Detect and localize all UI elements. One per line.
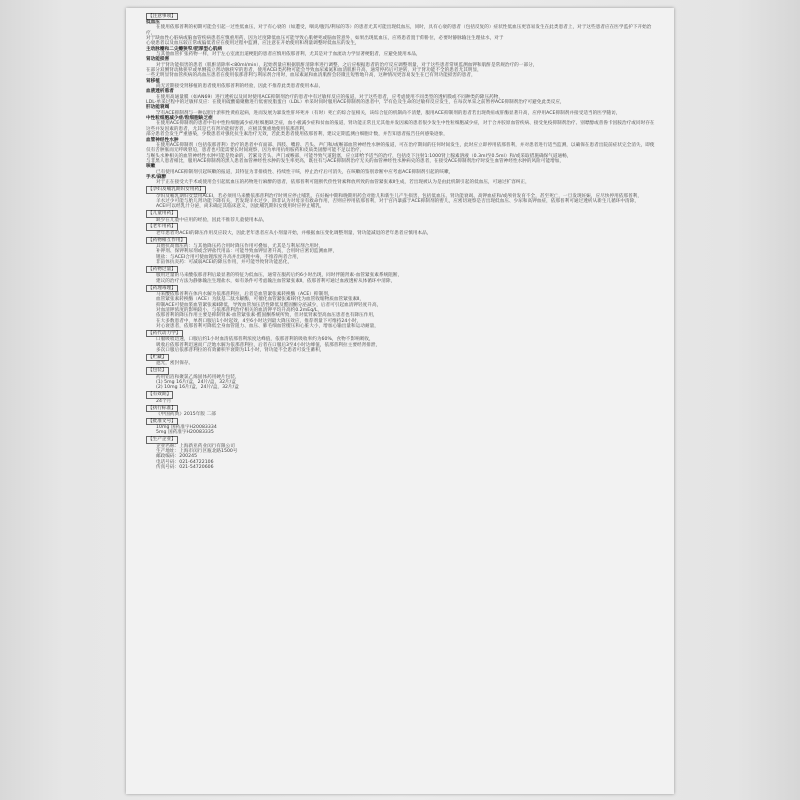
paragraph-line: 罕有ACE抑制剂与一种以胆汁淤积性黄疸起病，进而发展为暴发性肝坏死并（有时）死亡的综合征相关，该综合征的机制尚不清楚，服用ACE抑制剂的患者若出现黄疸或肝酶显著升高，应停用ACE抑制剂并接受适当的医学随访， <box>156 110 621 116</box>
paragraph-line: 缺少在儿童中应用的经验，因此不推荐儿童使用本品， <box>156 217 268 223</box>
package-insert-sheet <box>126 8 674 794</box>
section-heading-interactions-row <box>146 236 658 244</box>
paragraph-line: 《中国药典》2015年版 二部 <box>156 411 216 417</box>
section-heading-pharmacology-row <box>146 284 658 292</box>
manufacturer-line: 企业名称：上海新亚药业闵行有限公司 <box>156 443 235 449</box>
section-heading-pharmacology: 【药理毒理】 <box>148 285 176 291</box>
section-heading-pediatric: 【儿童用药】 <box>148 211 176 217</box>
paragraph-line: 与喉头水肿相关的血管神经性水肿可能是致命的，若累及舌头、声门或喉部，可能导致气道阻塞，应立即给予适当的治疗，包括皮下注射1:1000肾上腺素溶液（0.3ml至0.5ml）和/或采取措施确保气道通畅， <box>146 153 572 159</box>
subheading: 肾功能损害 <box>146 57 170 63</box>
section-heading-pregnancy-row <box>146 186 658 194</box>
paragraph-line: 与非黑人患者相比，服用ACE抑制剂的黑人患者血管神经性水肿的发生率更高，既往有与ACE抑制剂治疗无关的血管神经性水肿病史的患者，在接受ACE抑制剂治疗时发生血管神经性水肿的风险可能增加， <box>146 158 565 164</box>
subheading: 血液透析患者 <box>146 89 174 95</box>
paragraph-line: 多次口服后依那普利拉的有效蓄积半衰期为11小时，肾功能不全患者可发生蓄积， <box>156 348 325 354</box>
paragraph-line: 尚无近期接受肾移植的患者使用依那普利的经验，因此不推荐此类患者使用本品， <box>156 84 324 90</box>
section-heading-precautions: 【注意事项】 <box>148 13 176 19</box>
manufacturer-line: 邮政编码：200245 <box>156 454 198 460</box>
subheading: 肝功能衰竭 <box>146 105 170 111</box>
paragraph-line: 对于肾功能损害的患者（肌酐清除率<80ml/min），起始剂量应根据肌酐清除率进行调整，之后应根据患者的治疗反应调整剂量，对于这些患者常规监测血钾和肌酐是常规治疗的一部分， <box>156 62 538 68</box>
paragraph-line: 遮光，密封保存。 <box>156 361 194 367</box>
paragraph-line: 在部分双侧肾动脉狭窄或单侧孤立肾动脉狭窄的患者，使用ACEI类药物可能会导致血尿素氮和血清肌酐升高，通常停药后可逆转，对于肾功能不全的患者尤其明显， <box>146 68 482 74</box>
manufacturer-line: 传真号码：021-54720606 <box>156 465 214 471</box>
paragraph-line: LDL-单采过程中的过敏样反应：在使用硫酸葡聚糖进行低密度脂蛋白（LDL）单采时同时服用ACE抑制剂的患者中，罕有危及生命的过敏样反应发生，在每次单采之前暂停ACE抑制剂治疗可避免此类反应， <box>146 100 565 106</box>
paragraph-line: 孕妇及哺乳期妇女禁用ACEI，若必须用马来酸依那普利治疗时则应停止哺乳，在妊娠中期和晚期用药会对胎儿和新生儿产生损害，包括低血压、肾功能衰竭、高钾血症和/或颅骨发育不全，甚至死亡，一旦发现妊娠，应尽快停用依那普利， <box>156 193 642 199</box>
paragraph-line: 补钾剂、保钾利尿剂或含钾盐代用品：可能导致血钾显著升高，合用时应密切监测血钾， <box>156 249 338 255</box>
section-heading-overdose: 【药物过量】 <box>148 267 176 273</box>
section-heading-package: 【包装】 <box>148 368 167 374</box>
paragraph-line: 在大多数患者中，单剂口服后1小时起效，4至6小时达到最大降压效应，推荐剂量下可维持24小时， <box>156 318 362 324</box>
section-heading-package-row <box>146 367 658 375</box>
section-heading-shelf-life-row <box>146 391 658 399</box>
paragraph-line: 建议的治疗方法为静脉输注生理盐水，如有条件可考虑输注血管紧张素Ⅱ，依那普利可通过血液透析从体循环中清除， <box>156 278 396 284</box>
paragraph-line: 依那普利的降压作用主要是抑制肾素-血管紧张素-醛固酮系统所致，但对低肾素型高血压患者也有降压作用， <box>156 313 378 319</box>
manufacturer-line: 生产地址：上海市闵行区瓶北路1500号 <box>156 449 238 455</box>
subheading: 手术/麻醉 <box>146 174 167 180</box>
paragraph-line: 锂盐：与ACEI合用可使血锂浓度升高并出现锂中毒，不推荐两者合用， <box>156 254 302 260</box>
paragraph-line: 对血清钾浓度的影响较小，与依那普利治疗相关的血清钾平均升高约0.2mEq/L， <box>156 308 323 314</box>
section-heading-storage-row <box>146 353 658 361</box>
approval-line: 5mg 国药准字H20083335 <box>156 430 214 436</box>
subheading: 中性粒细胞减少症/粒细胞缺乏症 <box>146 116 213 122</box>
paragraph-line: 对于正在接受大手术或使用会引起低血压的药物进行麻醉的患者，依那普利可阻断代偿性肾素释放所致的血管紧张素Ⅱ生成，若出现被认为是由此机制引起的低血压，可通过扩容纠正， <box>156 180 530 186</box>
section-heading-standard-row <box>146 404 658 412</box>
section-heading-storage: 【贮藏】 <box>148 354 167 360</box>
paragraph-line: 已有使用ACE抑制剂引起咳嗽的报道，其特征为非排痰性、持续性干咳，停止治疗后可消失，在咳嗽的鉴别诊断中应考虑ACE抑制剂引起的咳嗽， <box>156 169 454 175</box>
approval-line: 10mg 国药准字H20083334 <box>156 425 217 431</box>
subheading: 低血压 <box>146 19 160 25</box>
paragraph-line: 对心衰患者，依那普利可降低全身血管阻力、血压、肺毛细血管楔压和心脏大小，增加心输出量和运动耐量， <box>156 324 379 330</box>
paragraph-line: 服用过量的马来酸依那普利后最显著的特征为低血压，通常在服药后约6小时出现，同时伴随肾素-血管紧张素系统阻断， <box>156 273 403 279</box>
section-heading-standard: 【执行标准】 <box>148 405 176 411</box>
subheading: 咳嗽 <box>146 164 156 170</box>
section-heading-approval-row <box>146 417 658 425</box>
section-heading-geriatric: 【老年用药】 <box>148 224 176 230</box>
paragraph-line: 24个月 <box>156 398 172 404</box>
section-heading-geriatric-row <box>146 223 658 231</box>
paragraph-line: ACEI可以经乳汁分泌，尚未确定其临床意义，因此哺乳期妇女使用时应停止哺乳， <box>156 204 325 210</box>
paragraph-line: 心衰患者以及血压较正常或偏低者应在使用过程中监测，应注意在开始使用和剂量调整时低血压的发生， <box>146 41 360 47</box>
package-line: (2) 10mg 16片/盒，24片/盒，32片/盒 <box>156 385 239 391</box>
paragraph-line: 马来酸依那普利在体内水解为依那普利拉，后者是血管紧张素转换酶（ACE）抑制剂， <box>156 292 333 297</box>
paragraph-line: 口服吸收迅速，口服后约1小时血清依那普利浓度达峰值，依那普利的吸收率约为60%，食物不影响吸收， <box>156 337 374 343</box>
paragraph-line: 其他抗高血压药：与其他降压药合用时降压作用可叠加，尤其是与利尿剂合用时， <box>156 244 324 250</box>
paragraph-line: 抑制ACE可使血浆血管紧张素Ⅱ降低，导致血管加压活性降低及醛固酮分泌减少，后者可引起血清钾轻度升高， <box>156 302 382 308</box>
paragraph-line: 非甾体抗炎药：可减弱ACEI的降压作用，并可能导致肾功能恶化， <box>156 260 293 266</box>
paragraph-line: 与其他血管扩张药物一样，对于左心室流出道梗阻的患者应慎用依那普利，尤其是对于血流动力学显著梗阻者，应避免使用本品， <box>156 52 421 57</box>
paragraph-line: 血管紧张素转换酶（ACE）为肽基二肽水解酶，可催化血管紧张素Ⅰ转化为血管收缩物质血管紧张素Ⅱ， <box>156 297 365 303</box>
section-heading-approval: 【批准文号】 <box>148 418 176 424</box>
section-heading-pediatric-row <box>146 210 658 218</box>
package-line: (1) 5mg 16片/盒，24片/盒，32片/盒 <box>156 379 236 385</box>
subheading: 主动脉瓣和二尖瓣狭窄/肥厚型心肌病 <box>146 46 223 52</box>
section-heading-pregnancy: 【孕妇及哺乳期妇女用药】 <box>148 187 204 193</box>
section-heading-shelf-life: 【有效期】 <box>148 392 172 398</box>
paragraph-line: 在使用ACE抑制剂（包括依那普利）治疗的患者中有面部、四肢、嘴唇、舌头、声门和/或喉部血管神经性水肿的报道，可在治疗期间的任何时间发生，此时应立即停用依那普利，并对患者进行适当监测，以确保在患者出院前症状完全消失，即使仅有舌肿胀而无呼吸窘迫，患者也可能需要长时间观察，因为单用抗组胺药和皮质类固醇可能不足以治疗， <box>146 142 655 154</box>
package-insert-text <box>146 12 658 470</box>
paragraph-line: 对于缺血性心脏病或脑血管疾病患者应慎重用药，因为过度降低血压可能导致心肌梗死或脑血管意外，如果出现低血压，应将患者置于仰卧位，必要时静脉输注生理盐水，对于 <box>146 35 504 41</box>
section-heading-pharmacokinetics: 【药代动力学】 <box>148 331 181 336</box>
section-heading-interactions: 【药物相互作用】 <box>148 237 186 243</box>
paragraph-line: 在使用依那普利的初期可能会引起一过性低血压，对于有心衰的（如遭受，咽炎/腹泻/利尿的等）的患者尤其可能出现低血压，同时，具有心衰的患者（包括反复的）症状性低血压更容易发生在此类患者上，对于这些患者应在医学监护下开始治疗， <box>146 25 652 36</box>
paragraph-line: 部分患者会发生严重感染，少数患者对强化抗生素治疗无效，若此类患者使用依那普利，建议定期监测白细胞计数，并告知患者报告任何感染迹象， <box>146 132 448 138</box>
paragraph-line: 吸收后依那普利迅速而广泛地水解为依那普利拉，后者在口服后3至4小时达峰值，依那普利拉主要经肾排泄， <box>156 342 381 348</box>
package-line: 药用铝箔和聚氯乙烯固体药用硬片包装， <box>156 374 240 380</box>
paragraph-line: 老年患者对ACEI的降压作用反应较大，因此老年患者应从小剂量开始，并根据血压变化调整剂量，肾功能减退的老年患者应慎用本品， <box>156 230 432 236</box>
paragraph-line: 一些无明显肾血管疾病的高血压患者在使用依那普利与利尿剂合用时，血尿素氮和血清肌酐会轻微且短暂地升高，这种情况更容易发生在已有肾功能损害的患者， <box>146 73 476 79</box>
paragraph-line: 羊水过少可能与胎儿肾功能下降有关，若发现羊水过少，除非认为对母亲有救命作用，否则应停用依那普利，对于宫内暴露于ACE抑制剂的婴儿，应密切观察是否出现低血压、少尿和高钾血症，依那普利可通过透析从新生儿循环中清除， <box>156 198 639 204</box>
subheading: 血管神经性水肿 <box>146 137 179 143</box>
manufacturer-line: 电话号码：021-64722106 <box>156 459 214 465</box>
section-heading-precautions-row <box>146 12 658 20</box>
paragraph-line: 在使用高通量膜（如AN69）进行透析以及同时使用ACE抑制剂治疗的患者中有过敏样反应的报道，对于这些患者，应考虑使用不同类型的透析膜或不同种类的降压药物， <box>156 94 504 100</box>
section-heading-manufacturer-row <box>146 436 658 444</box>
paragraph-line: 在使用ACE抑制剂的患者中有中性粒细胞减少症/粒细胞缺乏症，血小板减少症和贫血的报道，肾功能正常且无其他并发因素的患者很少发生中性粒细胞减少症，对于合并胶原血管疾病、接受免疫抑制剂治疗、别嘌醇或普鲁卡因胺治疗或同时存在这些并发因素的患者，尤其是已有肾功能损害者，应极其慎重地使用依那普利， <box>146 121 655 132</box>
subheading: 肾移植 <box>146 78 160 84</box>
section-heading-manufacturer: 【生产企业】 <box>148 437 176 443</box>
